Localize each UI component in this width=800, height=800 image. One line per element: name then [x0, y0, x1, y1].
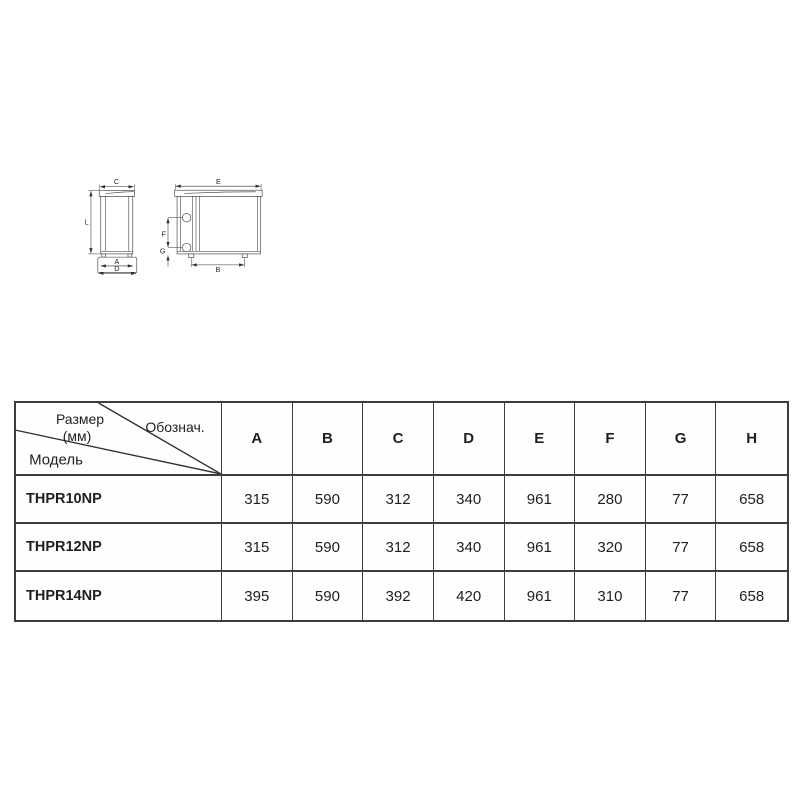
column-header-e: E	[505, 403, 576, 476]
value-cell: 312	[363, 524, 434, 572]
value-cell: 392	[363, 572, 434, 620]
front-foot-left	[189, 254, 194, 258]
value-cell: 340	[434, 476, 505, 524]
column-header-h: H	[716, 403, 787, 476]
side-view	[85, 177, 137, 274]
value-cell: 590	[293, 572, 364, 620]
model-cell: THPR12NP	[16, 524, 222, 572]
dim-label-c: C	[113, 176, 120, 186]
column-header-f: F	[575, 403, 646, 476]
value-cell: 961	[505, 476, 576, 524]
side-body	[101, 196, 133, 254]
value-cell: 420	[434, 572, 505, 620]
column-header-g: G	[646, 403, 717, 476]
value-cell: 340	[434, 524, 505, 572]
value-cell: 77	[646, 476, 717, 524]
value-cell: 312	[363, 476, 434, 524]
dim-label-d: D	[114, 264, 120, 273]
column-header-a: A	[222, 403, 293, 476]
value-cell: 658	[716, 476, 787, 524]
dimension-drawing	[0, 175, 360, 375]
value-cell: 310	[575, 572, 646, 620]
dim-label-e: E	[216, 176, 221, 186]
value-cell: 315	[222, 524, 293, 572]
column-header-b: B	[293, 403, 364, 476]
value-cell: 658	[716, 572, 787, 620]
value-cell: 280	[575, 476, 646, 524]
value-cell: 77	[646, 524, 717, 572]
value-cell: 590	[293, 524, 364, 572]
corner-unit-label: (мм)	[62, 428, 92, 444]
front-view	[160, 177, 262, 274]
value-cell: 590	[293, 476, 364, 524]
corner-designation-label: Обознач.	[145, 419, 205, 435]
pipe-connection-bottom	[182, 243, 191, 252]
front-foot-right	[242, 254, 247, 258]
value-cell: 315	[222, 476, 293, 524]
value-cell: 961	[505, 572, 576, 620]
corner-model-label: Модель	[29, 451, 83, 469]
value-cell: 77	[646, 572, 717, 620]
dim-label-l: L	[84, 217, 89, 227]
pipe-connection-top	[182, 213, 191, 222]
model-cell: THPR10NP	[16, 476, 222, 524]
dim-label-g: G	[159, 246, 166, 256]
column-header-d: D	[434, 403, 505, 476]
side-top-cap	[99, 190, 134, 196]
column-header-c: C	[363, 403, 434, 476]
value-cell: 658	[716, 524, 787, 572]
value-cell: 961	[505, 524, 576, 572]
value-cell: 320	[575, 524, 646, 572]
value-cell: 395	[222, 572, 293, 620]
dimensions-table	[14, 401, 789, 622]
dim-label-f: F	[161, 229, 166, 239]
model-cell: THPR14NP	[16, 572, 222, 620]
corner-size-label: Размер	[55, 411, 105, 427]
dim-label-b: B	[215, 264, 221, 274]
dim-label-a: A	[114, 256, 120, 266]
table-corner-cell	[16, 403, 222, 476]
